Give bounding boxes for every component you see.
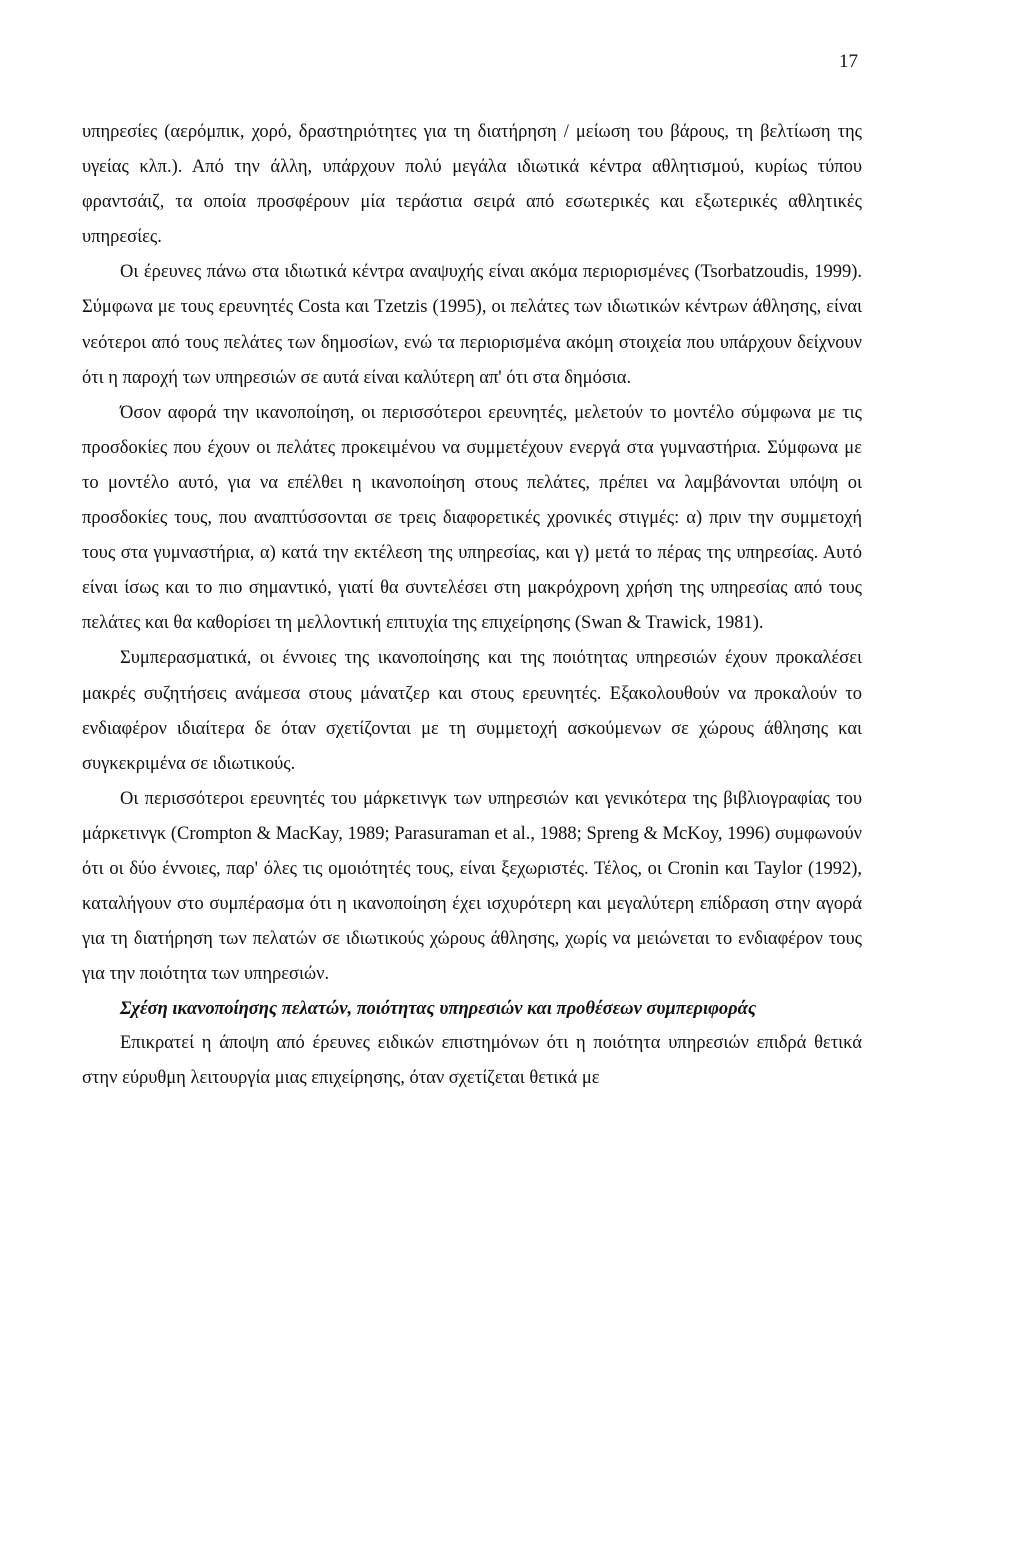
paragraph-2: Οι έρευνες πάνω στα ιδιωτικά κέντρα αναψυχής είναι ακόμα περιορισμένες (Tsorbatzoudis, 1999). Σύμφωνα με τους ερευνητές Costa και Tzetzis (1995), οι πελάτες των ιδιωτικών κέντρων άθλησης, είναι νεότεροι από τους πελάτες των δημοσίων, ενώ τα περιορισμένα ακόμη στοιχεία που υπάρχουν δείχνουν ότι η παροχή των υπηρεσιών σε αυτά είναι καλύτερη απ' ότι στα δημόσια. [82,262,862,388]
paragraph-4: Συμπερασματικά, οι έννοιες της ικανοποίησης και της ποιότητας υπηρεσιών έχουν προκαλέσει μακρές συζητήσεις ανάμεσα στους μάνατζερ και στους ερευνητές. Εξακολουθούν να προκαλούν το ενδιαφέρον ιδιαίτερα δε όταν σχετίζονται με τη συμμετοχή ασκούμενων σε χώρους άθλησης και συγκεκριμένα σε ιδιωτικούς. [82,648,862,774]
body-text [82,115,862,1097]
paragraph-6: Επικρατεί η άποψη από έρευνες ειδικών επιστημόνων ότι η ποιότητα υπηρεσιών επιδρά θετικά στην εύρυθμη λειτουργία μιας επιχείρησης, όταν σχετίζεται θετικά με [82,1033,862,1089]
paragraph-3: Όσον αφορά την ικανοποίηση, οι περισσότεροι ερευνητές, μελετούν το μοντέλο σύμφωνα με τις προσδοκίες που έχουν οι πελάτες προκειμένου να συμμετέχουν ενεργά στα γυμναστήρια. Σύμφωνα με το μοντέλο αυτό, για να επέλθει η ικανοποίηση στους πελάτες, πρέπει να λαμβάνονται υπόψη οι προσδοκίες τους, που αναπτύσσονται σε τρεις διαφορετικές χρονικές στιγμές: α) πριν την συμμετοχή τους στα γυμναστήρια, α) κατά την εκτέλεση της υπηρεσίας, και γ) μετά το πέρας της υπηρεσίας. Αυτό είναι ίσως και το πιο σημαντικό, γιατί θα συντελέσει στη μακρόχρονη χρήση της υπηρεσίας από τους πελάτες και θα καθορίσει τη μελλοντική επιτυχία της επιχείρησης (Swan & Trawick, 1981). [82,402,862,634]
page-number: 17 [839,51,858,72]
paragraph-1: υπηρεσίες (αερόμπικ, χορό, δραστηριότητες για τη διατήρηση / μείωση του βάρους, τη βελτίωση της υγείας κλπ.). Από την άλλη, υπάρχουν πολύ μεγάλα ιδιωτικά κέντρα αθλητισμού, κυρίως τύπου φραντσάιζ, τα οποία προσφέρουν μία τεράστια σειρά από εσωτερικές και εξωτερικές αθλητικές υπηρεσίες. [82,122,862,248]
paragraph-5: Οι περισσότεροι ερευνητές του μάρκετινγκ των υπηρεσιών και γενικότερα της βιβλιογραφίας του μάρκετινγκ (Crompton & MacKay, 1989; Parasuraman et al., 1988; Spreng & McKoy, 1996) συμφωνούν ότι οι δύο έννοιες, παρ' όλες τις ομοιότητές τους, είναι ξεχωριστές. Τέλος, οι Cronin και Taylor (1992), καταλήγουν στο συμπέρασμα ότι η ικανοποίηση έχει ισχυρότερη και μεγαλύτερη επίδραση στην αγορά για τη διατήρηση των πελατών σε ιδιωτικούς χώρους άθλησης, χωρίς να μειώνεται το ενδιαφέρον τους για την ποιότητα των υπηρεσιών. [82,788,862,985]
section-heading: Σχέση ικανοποίησης πελατών, ποιότητας υπηρεσιών και προθέσεων συμπεριφοράς [120,999,757,1020]
